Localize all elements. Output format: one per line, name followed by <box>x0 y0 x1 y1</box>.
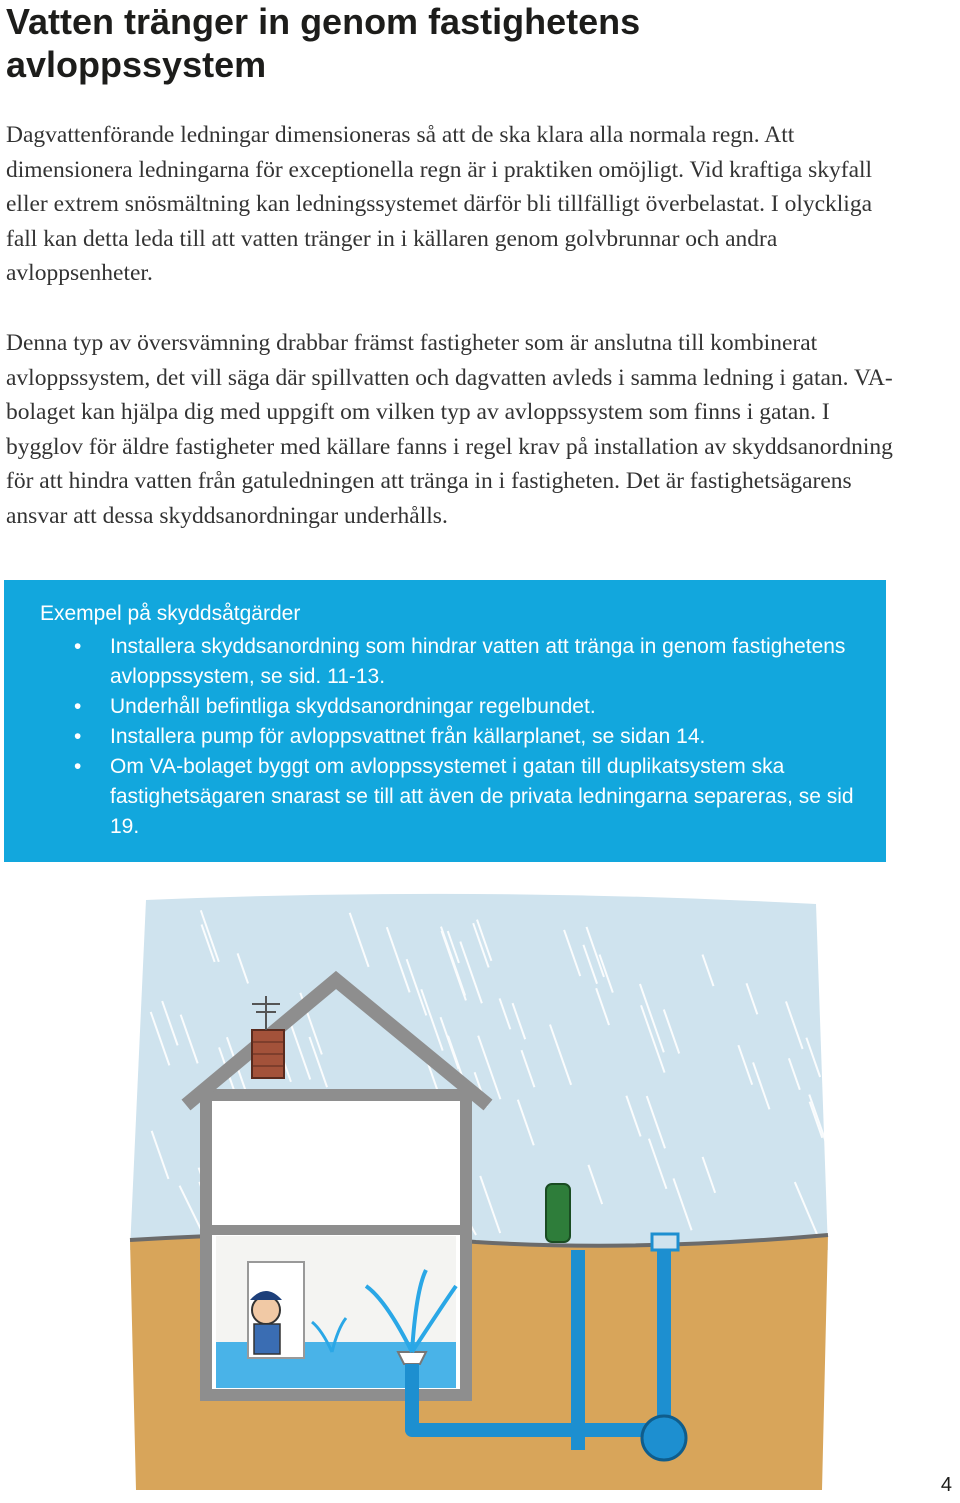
body-paragraph-1: Dagvattenförande ledningar dimensioneras så att de ska klara alla normala regn. Att dimensionera ledningarna för exceptionella regn är i praktiken omöjligt. Vid kraftiga skyfall eller extrem snösmältning kan ledningssystemet därför bli tillfälligt överbelastat. I olyckliga fall kan detta leda till att vatten tränger in i källaren genom golvbrunnar och andra avloppsenheter. <box>6 122 873 286</box>
infobox-title: Exempel på skyddsåtgärder <box>40 602 301 625</box>
list-item <box>40 722 866 752</box>
list-item <box>40 752 866 842</box>
list-item <box>40 692 866 722</box>
list-item-text: Underhåll befintliga skyddsanordningar regelbundet. <box>110 695 596 718</box>
list-item-text: Installera pump för avloppsvattnet från källarplanet, se sidan 14. <box>110 725 706 748</box>
measures-list <box>40 632 866 842</box>
body-paragraph-2: Denna typ av översvämning drabbar främst fastigheter som är anslutna till kombinerat avloppssystem, det vill säga där spillvatten och dagvatten avleds i samma ledning i gatan. VA-bolaget kan hjälpa dig med uppgift om vilken typ av avloppssystem som finns i gatan. I bygglov för äldre fastigheter med källare fanns i regel krav på installation av skyddsanordning för att hindra vatten från gatuledningen att tränga in i fastigheten. Det är fastighetsägarens ansvar att dessa skyddsanordningar underhålls. <box>6 330 893 529</box>
list-item <box>40 632 866 692</box>
flooded-basement-illustration <box>116 890 840 1490</box>
list-item-text: Om VA-bolaget byggt om avloppssystemet i gatan till duplikatsystem ska fastighetsägaren snarast se till att även de privata ledningarna separeras, se sid 19. <box>110 755 854 838</box>
bullet-icon: • <box>74 755 82 778</box>
bullet-icon: • <box>74 635 82 658</box>
page-title: Vatten tränger in genom fastighetens avloppssystem <box>6 1 641 85</box>
page-number: 4 <box>940 1474 952 1496</box>
bullet-icon: • <box>74 695 82 718</box>
shrub-icon <box>546 1184 570 1242</box>
list-item-text: Installera skyddsanordning som hindrar vatten att tränga in genom fastighetens avloppssystem, se sid. 11-13. <box>110 635 846 688</box>
chimney-icon <box>252 1030 284 1078</box>
main-sewer-pipe <box>642 1416 686 1460</box>
bullet-icon: • <box>74 725 82 748</box>
protective-measures-box <box>4 580 886 862</box>
manhole-icon <box>652 1234 678 1250</box>
